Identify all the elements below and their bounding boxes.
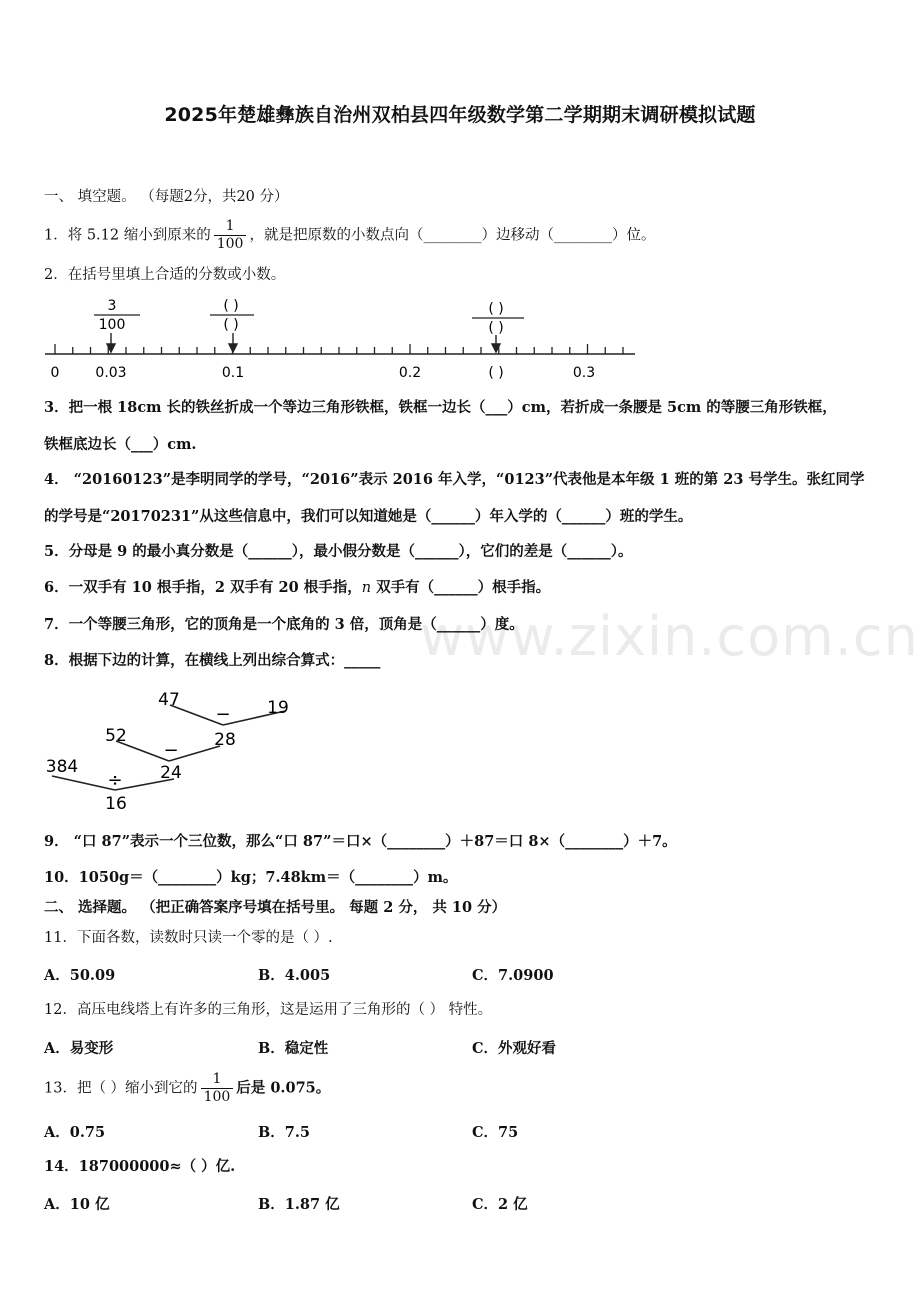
q14-option-a: A．10 亿 bbox=[44, 1196, 110, 1213]
label-0: 0 bbox=[50, 365, 60, 381]
fraction-one-hundredth bbox=[214, 218, 247, 253]
question-13-text-end: 后是 0.075。 bbox=[236, 1079, 331, 1097]
question-5: 5．分母是 9 的最小真分数是（______），最小假分数是（______），它们的差是（______）。 bbox=[44, 543, 633, 560]
question-11: 11．下面各数，读数时只读一个零的是（ ）. bbox=[44, 930, 333, 946]
question-4-line-2: 的学号是“20170231”从这些信息中，我们可以知道她是（______）年入学的（______）班的学生。 bbox=[44, 508, 693, 525]
minus-sign-2: − bbox=[163, 740, 179, 761]
label-0-2: 0.2 bbox=[398, 365, 422, 381]
question-13 bbox=[44, 1071, 890, 1106]
label-0-03: 0.03 bbox=[95, 365, 127, 381]
question-2: 2．在括号里填上合适的分数或小数。 bbox=[44, 267, 286, 283]
question-6-text-start: 6．一双手有 10 根手指，2 双手有 20 根手指， bbox=[44, 579, 362, 596]
question-1-text-start: 1．将 5.12 缩小到原来的 bbox=[44, 227, 211, 244]
number-line-ticks bbox=[55, 344, 623, 354]
question-8: 8．根据下边的计算，在横线上列出综合算式：_____ bbox=[44, 652, 381, 669]
question-14: 14．187000000≈（ ）亿. bbox=[44, 1158, 236, 1175]
fraction-numerator: 1 bbox=[214, 218, 247, 236]
calculation-tree-figure bbox=[40, 683, 310, 818]
q12-option-b: B．稳定性 bbox=[258, 1040, 329, 1057]
number-line-figure bbox=[40, 292, 650, 387]
q13-option-a: A．0.75 bbox=[44, 1124, 106, 1141]
number-52: 52 bbox=[105, 726, 127, 746]
variable-n: n bbox=[361, 580, 372, 596]
q14-option-b: B．1.87 亿 bbox=[258, 1196, 340, 1213]
q13-option-b: B．7.5 bbox=[258, 1124, 310, 1141]
fraction-3-numerator: 3 bbox=[107, 298, 117, 314]
watermark: www.zixin.com.cn bbox=[420, 605, 919, 668]
question-3-line-1: 3．把一根 18cm 长的铁丝折成一个等边三角形铁框，铁框一边长（___）cm，若折成一条腰是 5cm 的等腰三角形铁框， bbox=[44, 399, 837, 416]
question-6 bbox=[44, 578, 890, 598]
question-9: 9． “口 87”表示一个三位数，那么“口 87”＝口×（________）＋87＝口 8×（________）＋7。 bbox=[44, 833, 677, 850]
q11-option-a: A．50.09 bbox=[44, 967, 116, 984]
minus-sign-1: − bbox=[215, 704, 231, 725]
q11-option-c: C．7.0900 bbox=[472, 967, 554, 984]
section-2-heading: 二、 选择题。 （把正确答案序号填在括号里。 每题 2 分， 共 10 分） bbox=[44, 899, 507, 916]
question-6-text-end: 双手有（______）根手指。 bbox=[371, 579, 551, 596]
label-0-1: 0.1 bbox=[221, 365, 245, 381]
fraction-numerator: 1 bbox=[201, 1071, 234, 1089]
blank-fraction-2-top: ( ) bbox=[488, 301, 504, 317]
q13-option-c: C．75 bbox=[472, 1124, 519, 1141]
result-28: 28 bbox=[214, 730, 236, 750]
question-12: 12．高压电线塔上有许多的三角形，这是运用了三角形的（ ） 特性。 bbox=[44, 1002, 493, 1018]
fraction-one-hundredth-q13 bbox=[201, 1071, 234, 1106]
fraction-3-denominator: 100 bbox=[98, 317, 126, 333]
label-blank: ( ) bbox=[488, 365, 504, 381]
page-title: 2025年楚雄彝族自治州双柏县四年级数学第二学期期末调研模拟试题 bbox=[164, 104, 756, 126]
question-1-text-end: ，就是把原数的小数点向（________）边移动（________）位。 bbox=[249, 227, 656, 244]
blank-fraction-1-bottom: ( ) bbox=[223, 317, 239, 333]
question-10: 10．1050g＝（________）kg；7.48km＝（________）m。 bbox=[44, 869, 458, 886]
question-4-line-1: 4． “20160123”是李明同学的学号，“2016”表示 2016 年入学，“0123”代表他是本年级 1 班的第 23 号学生。张红同学 bbox=[44, 471, 865, 488]
q14-option-c: C．2 亿 bbox=[472, 1196, 528, 1213]
number-384: 384 bbox=[45, 757, 79, 777]
q11-option-b: B．4.005 bbox=[258, 967, 331, 984]
blank-fraction-1-top: ( ) bbox=[223, 298, 239, 314]
result-16: 16 bbox=[105, 794, 127, 814]
question-7: 7．一个等腰三角形，它的顶角是一个底角的 3 倍，顶角是（______）度。 bbox=[44, 616, 524, 633]
question-1 bbox=[44, 218, 890, 253]
question-13-text-start: 13．把（ ）缩小到它的 bbox=[44, 1080, 198, 1097]
number-19: 19 bbox=[267, 698, 289, 718]
result-24: 24 bbox=[160, 763, 182, 783]
label-0-3: 0.3 bbox=[572, 365, 596, 381]
tree-line-384 bbox=[52, 776, 115, 790]
arrow-at-0-1 bbox=[229, 333, 237, 352]
section-1-heading: 一、 填空题。 （每题2分，共20 分） bbox=[44, 189, 289, 205]
blank-fraction-2-bottom: ( ) bbox=[488, 320, 504, 336]
number-47: 47 bbox=[158, 690, 180, 710]
q12-option-a: A．易变形 bbox=[44, 1040, 114, 1057]
question-3-line-2: 铁框底边长（___）cm. bbox=[44, 436, 197, 453]
q12-option-c: C．外观好看 bbox=[472, 1040, 557, 1057]
divide-sign: ÷ bbox=[107, 770, 123, 791]
fraction-denominator: 100 bbox=[203, 1089, 231, 1105]
fraction-denominator: 100 bbox=[216, 236, 244, 252]
